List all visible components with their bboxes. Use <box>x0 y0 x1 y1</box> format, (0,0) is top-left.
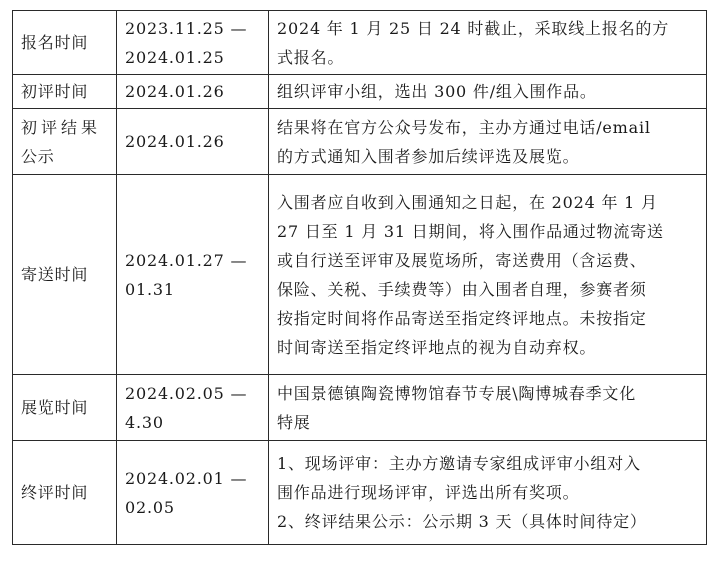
date-cell <box>117 375 269 441</box>
description-line: 2、终评结果公示：公示期 3 天（具体时间待定） <box>277 512 647 531</box>
description-line: 的方式通知入围者参加后续评选及展览。 <box>277 146 580 166</box>
stage-label: 展览时间 <box>21 398 89 417</box>
date-line: 2024.02.01 — <box>125 468 248 488</box>
date-line: 2023.11.25 — <box>125 18 248 38</box>
stage-label: 终评时间 <box>21 483 89 502</box>
stage-cell <box>13 75 117 109</box>
description-line: 中国景德镇陶瓷博物馆春节专展\陶博城春季文化 <box>277 383 636 403</box>
description-line: 组织评审小组，选出 300 件/组入围作品。 <box>277 82 597 101</box>
stage-cell <box>13 375 117 441</box>
description-cell <box>269 441 707 545</box>
date-line: 2024.01.27 — <box>125 250 248 270</box>
date-line: 2024.01.25 <box>125 47 225 67</box>
date-line: 02.05 <box>125 497 175 517</box>
stage-cell <box>13 441 117 545</box>
stage-cell <box>13 11 117 75</box>
table-row <box>13 441 707 545</box>
stage-cell <box>13 109 117 175</box>
description-line: 按指定时间将作品寄送至指定终评地点。未按指定 <box>277 308 647 328</box>
table-row <box>13 109 707 175</box>
description-line: 1、现场评审：主办方邀请专家组成评审小组对入 <box>277 454 641 473</box>
description-line: 式报名。 <box>277 47 345 67</box>
stage-label: 初评时间 <box>21 82 89 101</box>
date-cell <box>117 175 269 375</box>
description-line: 保险、关税、手续费等）由入围者自理，参赛者须 <box>277 279 647 299</box>
date-cell <box>117 75 269 109</box>
description-cell <box>269 175 707 375</box>
date-line: 2024.02.05 — <box>125 383 248 403</box>
description-cell <box>269 11 707 75</box>
schedule-table <box>12 10 707 545</box>
description-line: 特展 <box>277 412 311 432</box>
description-line: 2024 年 1 月 25 日 24 时截止，采取线上报名的方 <box>277 18 670 38</box>
date-cell <box>117 11 269 75</box>
date-line: 2024.01.26 <box>125 132 225 151</box>
description-line: 时间寄送至指定终评地点的视为自动弃权。 <box>277 337 597 357</box>
description-line: 围作品进行现场评审，评选出所有奖项。 <box>277 483 580 502</box>
stage-label: 初评结果 <box>21 117 102 137</box>
table-row <box>13 11 707 75</box>
table-row <box>13 75 707 109</box>
stage-label: 寄送时间 <box>21 265 89 284</box>
description-line: 结果将在官方公众号发布，主办方通过电话/email <box>277 117 651 137</box>
date-cell <box>117 441 269 545</box>
stage-cell <box>13 175 117 375</box>
description-cell <box>269 75 707 109</box>
stage-label: 报名时间 <box>21 33 89 52</box>
date-cell <box>117 109 269 175</box>
table-row <box>13 375 707 441</box>
description-cell <box>269 109 707 175</box>
description-line: 27 日至 1 月 31 日期间，将入围作品通过物流寄送 <box>277 221 664 241</box>
date-line: 4.30 <box>125 412 164 432</box>
description-cell <box>269 375 707 441</box>
stage-label: 公示 <box>21 146 55 166</box>
date-line: 2024.01.26 <box>125 82 225 101</box>
description-line: 入围者应自收到入围通知之日起，在 2024 年 1 月 <box>277 192 658 212</box>
table-row <box>13 175 707 375</box>
description-line: 或自行送至评审及展览场所，寄送费用（含运费、 <box>277 250 647 270</box>
date-line: 01.31 <box>125 279 175 299</box>
